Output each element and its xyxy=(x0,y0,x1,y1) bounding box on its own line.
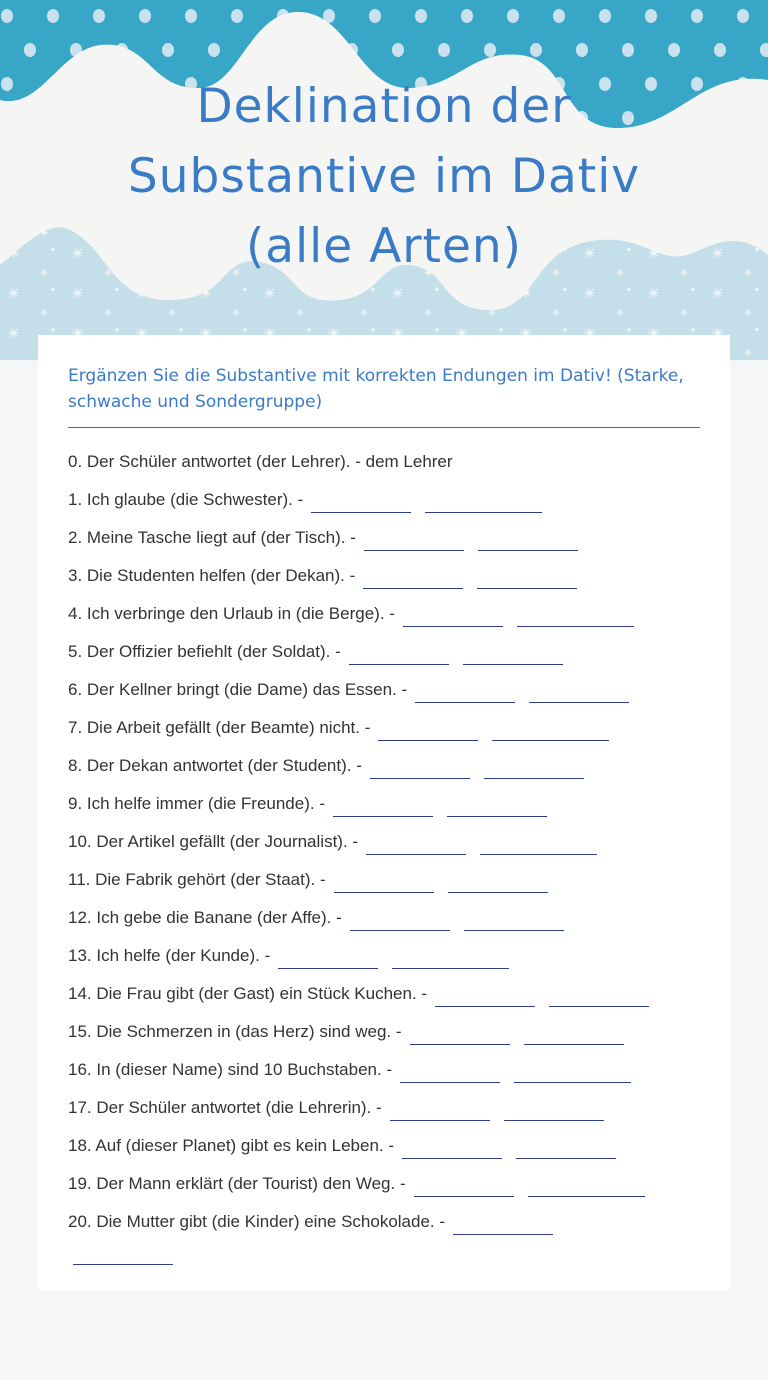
exercise-item xyxy=(68,589,708,627)
answer-blank[interactable] xyxy=(492,718,609,741)
exercise-text: 7. Die Arbeit gefällt (der Beamte) nicht. - xyxy=(68,718,371,737)
answer-blank[interactable] xyxy=(311,490,411,513)
answer-blank[interactable] xyxy=(524,1022,624,1045)
exercise-item xyxy=(68,1197,708,1235)
exercise-item xyxy=(68,779,708,817)
answer-blank[interactable] xyxy=(435,984,535,1007)
answer-blank[interactable] xyxy=(73,1242,173,1265)
exercise-text: 11. Die Fabrik gehört (der Staat). - xyxy=(68,870,326,889)
answer-blank[interactable] xyxy=(390,1098,490,1121)
answer-blank[interactable] xyxy=(477,566,577,589)
answer-blank[interactable] xyxy=(448,870,548,893)
exercise-item xyxy=(68,741,708,779)
exercise-list xyxy=(68,437,708,1265)
example-text: 0. Der Schüler antwortet (der Lehrer). - dem Lehrer xyxy=(68,452,453,471)
answer-blank[interactable] xyxy=(549,984,649,1007)
exercise-item xyxy=(68,665,708,703)
answer-blank[interactable] xyxy=(514,1060,631,1083)
page-title xyxy=(0,72,768,282)
answer-blank[interactable] xyxy=(392,946,509,969)
exercise-item xyxy=(68,969,708,1007)
answer-blank[interactable] xyxy=(414,1174,514,1197)
answer-blank[interactable] xyxy=(415,680,515,703)
answer-blank[interactable] xyxy=(410,1022,510,1045)
answer-blank[interactable] xyxy=(528,1174,645,1197)
exercise-text: 19. Der Mann erklärt (der Tourist) den Weg. - xyxy=(68,1174,406,1193)
exercise-text: 16. In (dieser Name) sind 10 Buchstaben. - xyxy=(68,1060,393,1079)
answer-blank[interactable] xyxy=(378,718,478,741)
title-line: Substantive im Dativ xyxy=(127,149,641,204)
exercise-item xyxy=(68,893,708,931)
exercise-item xyxy=(68,475,708,513)
answer-blank[interactable] xyxy=(349,642,449,665)
exercise-text: 4. Ich verbringe den Urlaub in (die Berge). - xyxy=(68,604,395,623)
exercise-text: 18. Auf (dieser Planet) gibt es kein Leben. - xyxy=(68,1136,395,1155)
exercise-item xyxy=(68,703,708,741)
answer-blank[interactable] xyxy=(400,1060,500,1083)
answer-blank[interactable] xyxy=(334,870,434,893)
title-line: Deklination der xyxy=(196,79,572,134)
answer-blank[interactable] xyxy=(403,604,503,627)
answer-blank[interactable] xyxy=(464,908,564,931)
answer-blank[interactable] xyxy=(370,756,470,779)
exercise-text: 12. Ich gebe die Banane (der Affe). - xyxy=(68,908,342,927)
answer-blank[interactable] xyxy=(504,1098,604,1121)
header-banner xyxy=(0,0,768,360)
answer-blank[interactable] xyxy=(333,794,433,817)
exercise-item xyxy=(68,1159,708,1197)
answer-blank[interactable] xyxy=(350,908,450,931)
exercise-text: 6. Der Kellner bringt (die Dame) das Essen. - xyxy=(68,680,408,699)
exercise-item xyxy=(68,1121,708,1159)
exercise-item xyxy=(68,513,708,551)
answer-blank[interactable] xyxy=(516,1136,616,1159)
exercise-item xyxy=(68,855,708,893)
answer-blank[interactable] xyxy=(517,604,634,627)
answer-blank[interactable] xyxy=(425,490,542,513)
exercise-item xyxy=(68,627,708,665)
exercise-text: 8. Der Dekan antwortet (der Student). - xyxy=(68,756,362,775)
answer-blank[interactable] xyxy=(529,680,629,703)
exercise-text: 14. Die Frau gibt (der Gast) ein Stück Kuchen. - xyxy=(68,984,428,1003)
exercise-item xyxy=(68,1045,708,1083)
answer-blank[interactable] xyxy=(278,946,378,969)
exercise-item-continued xyxy=(68,1235,708,1265)
answer-blank[interactable] xyxy=(463,642,563,665)
exercise-item xyxy=(68,1083,708,1121)
exercise-text: 13. Ich helfe (der Kunde). - xyxy=(68,946,271,965)
exercise-text: 20. Die Mutter gibt (die Kinder) eine Schokolade. - xyxy=(68,1212,446,1231)
exercise-item xyxy=(68,817,708,855)
exercise-text: 5. Der Offizier befiehlt (der Soldat). - xyxy=(68,642,341,661)
exercise-text: 10. Der Artikel gefällt (der Journalist). - xyxy=(68,832,359,851)
answer-blank[interactable] xyxy=(363,566,463,589)
exercise-text: 17. Der Schüler antwortet (die Lehrerin). - xyxy=(68,1098,382,1117)
answer-blank[interactable] xyxy=(402,1136,502,1159)
answer-blank[interactable] xyxy=(364,528,464,551)
exercise-item xyxy=(68,551,708,589)
worksheet-card xyxy=(38,335,730,1290)
exercise-text: 2. Meine Tasche liegt auf (der Tisch). - xyxy=(68,528,356,547)
exercise-item xyxy=(68,1007,708,1045)
answer-blank[interactable] xyxy=(447,794,547,817)
example-item xyxy=(68,437,708,475)
answer-blank[interactable] xyxy=(480,832,597,855)
exercise-item xyxy=(68,931,708,969)
divider xyxy=(68,427,700,428)
instruction-text: Ergänzen Sie die Substantive mit korrekten Endungen im Dativ! (Starke, schwache und Sondergruppe) xyxy=(68,366,684,412)
answer-blank[interactable] xyxy=(453,1212,553,1235)
answer-blank[interactable] xyxy=(478,528,578,551)
title-line: (alle Arten) xyxy=(245,219,523,274)
exercise-text: 1. Ich glaube (die Schwester). - xyxy=(68,490,304,509)
exercise-text: 9. Ich helfe immer (die Freunde). - xyxy=(68,794,325,813)
answer-blank[interactable] xyxy=(366,832,466,855)
exercise-text: 15. Die Schmerzen in (das Herz) sind weg. - xyxy=(68,1022,402,1041)
answer-blank[interactable] xyxy=(484,756,584,779)
exercise-text: 3. Die Studenten helfen (der Dekan). - xyxy=(68,566,356,585)
